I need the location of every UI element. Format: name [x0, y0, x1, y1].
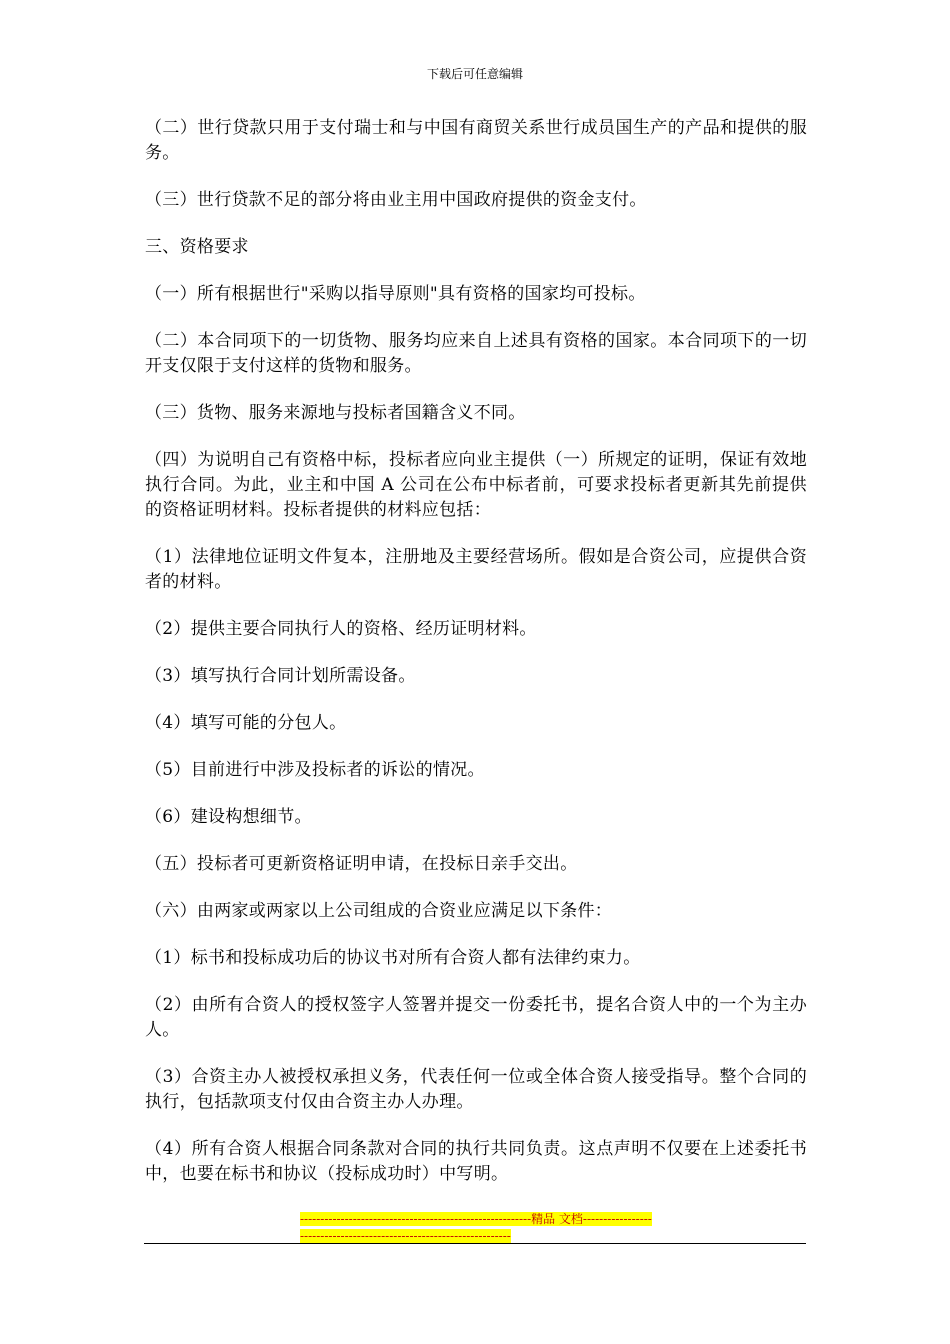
list-item: （1）标书和投标成功后的协议书对所有合资人都有法律约束力。	[145, 948, 641, 968]
list-item: （4）填写可能的分包人。	[145, 713, 347, 733]
footer-divider	[144, 1243, 806, 1244]
footer-watermark	[300, 1211, 652, 1245]
list-item: （3）填写执行合同计划所需设备。	[145, 666, 416, 686]
paragraph: （六）由两家或两家以上公司组成的合资业应满足以下条件：	[145, 901, 613, 921]
paragraph: （四）为说明自己有资格中标，投标者应向业主提供（一）所规定的证明，保证有效地执行合同。为此，业主和中国 A 公司在公布中标者前，可要求投标者更新其先前提供的资格证明材料。投标者提供的材料应包括：	[145, 450, 807, 520]
list-item: （4）所有合资人根据合同条款对合同的执行共同负责。这点声明不仅要在上述委托书中，也要在标书和协议（投标成功时）中写明。	[145, 1139, 807, 1184]
paragraph: （五）投标者可更新资格证明申请，在投标日亲手交出。	[145, 854, 578, 874]
paragraph: （三）世行贷款不足的部分将由业主用中国政府提供的资金支付。	[145, 190, 647, 210]
section-heading: 三、资格要求	[145, 237, 249, 257]
document-body	[145, 116, 807, 1209]
list-item: （6）建设构想细节。	[145, 807, 312, 827]
list-item: （2）提供主要合同执行人的资格、经历证明材料。	[145, 619, 537, 639]
paragraph: （二）世行贷款只用于支付瑞士和与中国有商贸关系世行成员国生产的产品和提供的服务。	[145, 118, 807, 163]
paragraph: （一）所有根据世行"采购以指导原则"具有资格的国家均可投标。	[145, 284, 646, 304]
paragraph: （二）本合同项下的一切货物、服务均应来自上述具有资格的国家。本合同项下的一切开支仅限于支付这样的货物和服务。	[145, 331, 807, 376]
page-header: 下载后可任意编辑	[426, 67, 523, 81]
list-item: （3）合资主办人被授权承担义务，代表任何一位或全体合资人接受指导。整个合同的执行，包括款项支付仅由合资主办人办理。	[145, 1067, 807, 1112]
list-item: （5）目前进行中涉及投标者的诉讼的情况。	[145, 760, 485, 780]
footer-watermark-text: ---------------------------------------------------------精品 文档---------------------------------------------------------------------	[300, 1212, 652, 1243]
list-item: （2）由所有合资人的授权签字人签署并提交一份委托书，提名合资人中的一个为主办人。	[145, 995, 807, 1040]
list-item: （1）法律地位证明文件复本，注册地及主要经营场所。假如是合资公司，应提供合资者的材料。	[145, 547, 807, 592]
paragraph: （三）货物、服务来源地与投标者国籍含义不同。	[145, 403, 526, 423]
